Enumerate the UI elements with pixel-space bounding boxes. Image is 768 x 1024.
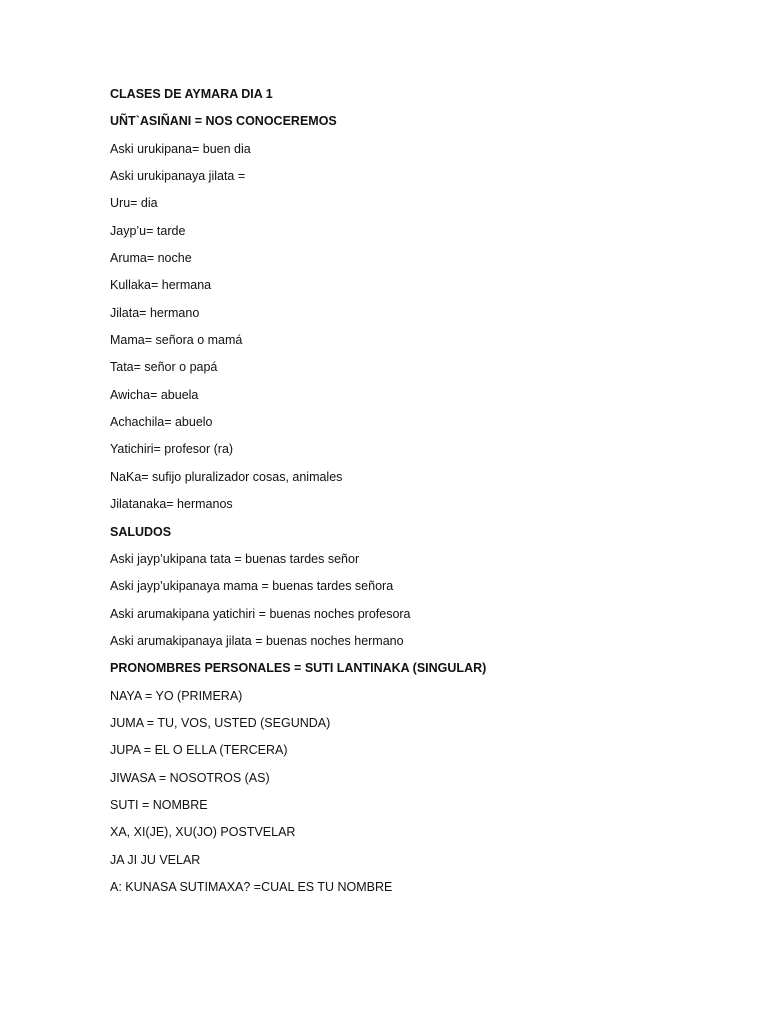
document-text-line: Aski arumakipanaya jilata = buenas noches hermano: [110, 633, 404, 648]
document-text-line: JA JI JU VELAR: [110, 852, 201, 867]
document-heading-line: UÑT`ASIÑANI = NOS CONOCEREMOS: [110, 114, 337, 129]
document-heading-line: SALUDOS: [110, 524, 172, 539]
document-heading-line: CLASES DE AYMARA DIA 1: [110, 87, 273, 101]
document-text-line: Uru= dia: [110, 196, 158, 211]
document-text-line: Jilatanaka= hermanos: [110, 497, 233, 512]
document-text-line: Jilata= hermano: [110, 305, 200, 320]
document-text-line: Tata= señor o papá: [110, 360, 218, 375]
document-text-line: JUPA = EL O ELLA (TERCERA): [110, 743, 288, 758]
document-text-line: Aski urukipana= buen dia: [110, 141, 251, 156]
document-text-line: Aski jayp’ukipana tata = buenas tardes señor: [110, 551, 360, 566]
document-text-line: Jayp’u= tarde: [110, 223, 186, 238]
document-text-line: NaKa= sufijo pluralizador cosas, animales: [110, 469, 343, 484]
document-body: [110, 85, 710, 905]
document-text-line: SUTI = NOMBRE: [110, 797, 208, 812]
document-text-line: Achachila= abuelo: [110, 415, 213, 430]
document-text-line: Mama= señora o mamá: [110, 333, 243, 348]
document-text-line: Awicha= abuela: [110, 387, 199, 402]
document-text-line: A: KUNASA SUTIMAXA? =CUAL ES TU NOMBRE: [110, 879, 393, 894]
document-text-line: Aski arumakipana yatichiri = buenas noches profesora: [110, 606, 411, 621]
document-text-line: Aruma= noche: [110, 251, 192, 266]
document-text-line: NAYA = YO (PRIMERA): [110, 688, 243, 703]
document-text-line: Yatichiri= profesor (ra): [110, 442, 234, 457]
document-text-line: Aski urukipanaya jilata =: [110, 169, 246, 184]
document-text-line: XA, XI(JE), XU(JO) POSTVELAR: [110, 825, 296, 840]
document-text-line: JIWASA = NOSOTROS (AS): [110, 770, 270, 785]
document-text-line: Kullaka= hermana: [110, 278, 212, 293]
document-text-line: Aski jayp’ukipanaya mama = buenas tardes señora: [110, 579, 394, 594]
document-heading-line: PRONOMBRES PERSONALES = SUTI LANTINAKA (SINGULAR): [110, 661, 487, 676]
document-text-line: JUMA = TU, VOS, USTED (SEGUNDA): [110, 715, 331, 730]
